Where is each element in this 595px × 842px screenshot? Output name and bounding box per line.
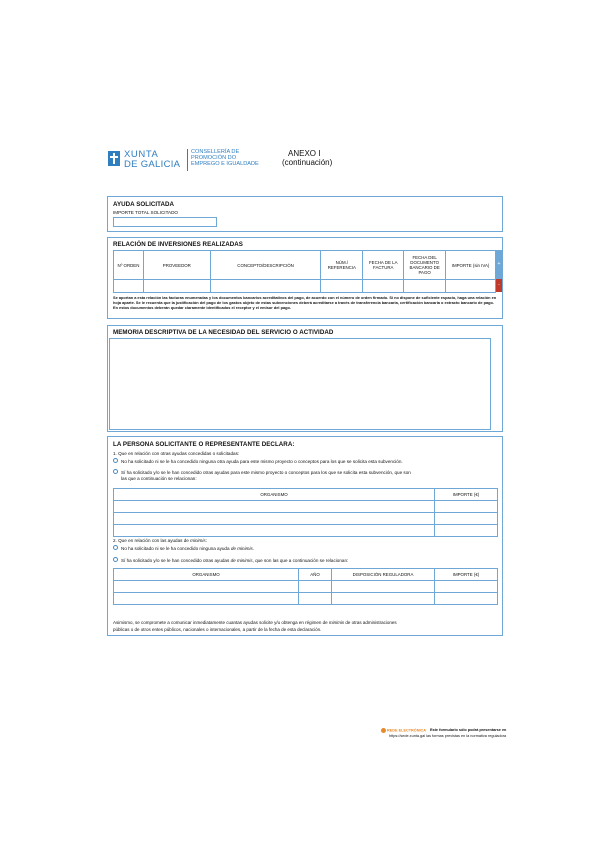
q2-col-organismo: ORGANISMO [114, 569, 299, 581]
dept-line3: EMPREGO E IGUALDADE [191, 161, 259, 168]
col-fecha-pago: FECHA DEL DOCUMENTO BANCARIO DE PAGO [404, 251, 446, 280]
q1-no-radio[interactable] [113, 458, 118, 463]
col-importe: IMPORTE (sin IVA) [446, 251, 496, 280]
inversiones-section [107, 237, 503, 319]
memoria-title: MEMORIA DESCRIPTIVA DE LA NECESIDAD DEL SERVICIO O ACTIVIDAD [113, 329, 334, 336]
q1-si-radio[interactable] [113, 469, 118, 474]
col-orden: Nº ORDEN [114, 251, 144, 280]
annex-title: ANEXO I [288, 149, 321, 158]
q2-no-label: No ha solicitado ni se le ha concedido ninguna ayuda de minimis. [121, 545, 255, 551]
xunta-logo [107, 149, 187, 173]
table-row [114, 581, 498, 593]
cell-concepto[interactable] [210, 280, 321, 293]
q1-label: 1. Que en relación con otras ayudas concedidas o solicitadas: [113, 451, 240, 456]
annex-subtitle: (continuación) [282, 158, 333, 167]
q2-label: 2. Que en relación con las ayudas de minimis: [113, 538, 207, 543]
q2-col-ano: AÑO [299, 569, 332, 581]
logo-divider [187, 149, 188, 171]
table-row [114, 513, 498, 525]
q2-col-importe: IMPORTE (€) [435, 569, 498, 581]
col-proveedor: PROVEEDOR [143, 251, 210, 280]
cell-fecha-factura[interactable] [363, 280, 404, 293]
minus-icon: - [498, 282, 500, 288]
plus-icon: + [497, 261, 501, 267]
department-name [191, 149, 259, 168]
q2-cell[interactable] [332, 593, 435, 605]
inversiones-title: RELACIÓN DE INVERSIONES REALIZADAS [113, 241, 243, 248]
declara-section [107, 436, 503, 636]
q1-no-label: No ha solicitado ni se le ha concedido ninguna otra ayuda para este mismo proyecto o conceptos para los que se solicita esta subvención. [121, 458, 403, 464]
footer-badge [381, 728, 426, 733]
col-concepto: CONCEPTO/DESCRIPCIÓN [210, 251, 321, 280]
q2-si-radio[interactable] [113, 557, 118, 562]
sede-icon [381, 728, 386, 733]
remove-row-button[interactable] [496, 279, 502, 292]
cell-referencia[interactable] [321, 280, 363, 293]
q2-cell[interactable] [435, 581, 498, 593]
importe-field[interactable] [113, 217, 217, 227]
q1-cell[interactable] [435, 525, 498, 537]
q2-no-radio[interactable] [113, 545, 118, 550]
q2-cell[interactable] [435, 593, 498, 605]
q1-table [113, 488, 498, 537]
q2-cell[interactable] [299, 593, 332, 605]
q2-table [113, 568, 498, 605]
q1-cell[interactable] [114, 513, 435, 525]
closing-line2: públicas o de otros entes públicos, nacionales o internacionales, a partir de la fecha de esta declaración. [113, 627, 322, 632]
q1-cell[interactable] [114, 525, 435, 537]
logo-line1: XUNTA [124, 149, 159, 160]
cell-importe[interactable] [446, 280, 496, 293]
table-row [114, 593, 498, 605]
ayuda-title: AYUDA SOLICITADA [113, 201, 175, 208]
q1-cell[interactable] [435, 501, 498, 513]
q1-si-label-line2: las que a continuación se relacionan: [121, 476, 197, 481]
importe-label: IMPORTE TOTAL SOLICITADO [113, 210, 179, 215]
q2-col-disposicion: DISPOSICIÓN REGULADORA [332, 569, 435, 581]
dept-line2: PROMOCIÓN DO [191, 155, 237, 162]
cell-orden[interactable] [114, 280, 144, 293]
add-row-button[interactable] [496, 250, 502, 279]
footer-text-line1: Este formulario sólo podrá presentarse en [430, 728, 507, 732]
ayuda-section [107, 196, 503, 232]
q2-cell[interactable] [332, 581, 435, 593]
cell-fecha-pago[interactable] [404, 280, 446, 293]
inversiones-table [113, 250, 496, 293]
col-referencia: NÚM./ REFERENCIA [321, 251, 363, 280]
cell-proveedor[interactable] [143, 280, 210, 293]
q1-cell[interactable] [435, 513, 498, 525]
q2-cell[interactable] [114, 581, 299, 593]
q2-si-label: Sí ha solicitado y/o se le han concedido otras ayudas de minimis, que son las que a continuación se relacionan: [121, 557, 349, 563]
memoria-section [107, 325, 503, 432]
q1-cell[interactable] [114, 501, 435, 513]
footer-text-line2: https://sede.xunta.gal las formas previstas en la normativa reguladora [389, 734, 507, 738]
table-row [114, 280, 496, 293]
dept-line1: CONSELLERÍA DE [191, 149, 240, 155]
table-row [114, 525, 498, 537]
memoria-textarea[interactable] [109, 338, 491, 430]
q1-col-importe: IMPORTE (€) [435, 489, 498, 501]
q2-cell[interactable] [299, 581, 332, 593]
q1-col-organismo: ORGANISMO [114, 489, 435, 501]
footer-badge-label: REDE ELECTRÓNICA [387, 728, 427, 733]
xunta-crest-icon [107, 150, 121, 168]
closing-line1: Asimismo, se compromete a comunicar inmediatamente cuantas ayudas solicite y/u obtenga en régimen de minimis de otras administraciones [113, 620, 397, 625]
inversiones-note: Se aportan a esta relación las facturas enumeradas y los documentos bancarios acreditativos del pago, de acuerdo con el número de orden firmado. Si no dispone de suficiente espacio, haga una relación en hoja aparte. Se le recuerda que la justificación del pago de los gastos objeto de estas subvenciones deberá acreditarse a través de transferencia bancaria, certificación bancaria o extracto bancario de pago. En estos documentos deberán quedar claramente identificados el receptor y el emisor del pago. [113, 295, 497, 310]
logo-line2: DE GALICIA [124, 158, 181, 170]
q2-cell[interactable] [114, 593, 299, 605]
table-row [114, 501, 498, 513]
q1-si-label-line1: Sí ha solicitado y/o se le han concedido otras ayudas para este mismo proyecto o conceptos para los que se solicita esta subvención, que son [121, 469, 411, 475]
declara-title: LA PERSONA SOLICITANTE O REPRESENTANTE DECLARA: [113, 441, 295, 448]
col-fecha-factura: FECHA DE LA FACTURA [363, 251, 404, 280]
